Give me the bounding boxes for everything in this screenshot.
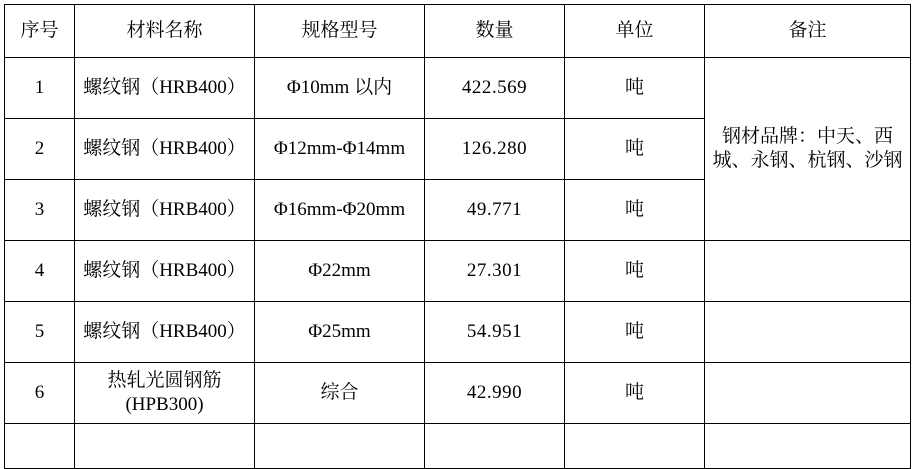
cell-seq: 4 [5,241,75,302]
table-header-row [5,5,911,58]
table-body [5,58,911,469]
cell-quantity: 49.771 [425,180,565,241]
column-header-quantity: 数量 [425,5,565,58]
column-header-remark: 备注 [705,5,911,58]
column-header-seq: 序号 [5,5,75,58]
cell-seq: 6 [5,363,75,424]
cell-material-name: 螺纹钢（HRB400） [75,58,255,119]
table-header [5,5,911,58]
cell-unit: 吨 [565,180,705,241]
cell-material-name: 螺纹钢（HRB400） [75,119,255,180]
column-header-unit: 单位 [565,5,705,58]
cell-specification: Φ12mm-Φ14mm [255,119,425,180]
column-header-material-name: 材料名称 [75,5,255,58]
cell-specification: Φ10mm 以内 [255,58,425,119]
cell-seq [5,424,75,469]
cell-remark-empty [705,302,911,363]
cell-specification: Φ22mm [255,241,425,302]
cell-material-name: 螺纹钢（HRB400） [75,241,255,302]
cell-quantity: 54.951 [425,302,565,363]
cell-unit: 吨 [565,119,705,180]
material-name-line2: (HPB300) [125,394,204,415]
cell-remark-merged: 钢材品牌：中天、西城、永钢、杭钢、沙钢 [705,58,911,241]
cell-quantity: 422.569 [425,58,565,119]
cell-seq: 3 [5,180,75,241]
cell-remark-empty [705,363,911,424]
table-row [5,363,911,424]
cell-remark-empty [705,241,911,302]
cell-specification: 综合 [255,363,425,424]
cell-specification [255,424,425,469]
cell-remark [705,424,911,469]
cell-quantity: 126.280 [425,119,565,180]
table-row [5,424,911,469]
cell-unit [565,424,705,469]
cell-material-name: 螺纹钢（HRB400） [75,302,255,363]
cell-quantity [425,424,565,469]
cell-seq: 2 [5,119,75,180]
cell-unit: 吨 [565,58,705,119]
cell-unit: 吨 [565,302,705,363]
cell-material-name: 螺纹钢（HRB400） [75,180,255,241]
material-table [4,4,911,469]
table-row [5,241,911,302]
cell-unit: 吨 [565,363,705,424]
column-header-specification: 规格型号 [255,5,425,58]
cell-quantity: 42.990 [425,363,565,424]
cell-quantity: 27.301 [425,241,565,302]
cell-material-name [75,424,255,469]
material-table-sheet [0,4,915,451]
cell-specification: Φ25mm [255,302,425,363]
cell-unit: 吨 [565,241,705,302]
material-name-line1: 热轧光圆钢筋 [107,370,222,392]
cell-seq: 5 [5,302,75,363]
cell-material-name [75,363,255,424]
cell-seq: 1 [5,58,75,119]
cell-specification: Φ16mm-Φ20mm [255,180,425,241]
table-row [5,302,911,363]
table-row [5,58,911,119]
